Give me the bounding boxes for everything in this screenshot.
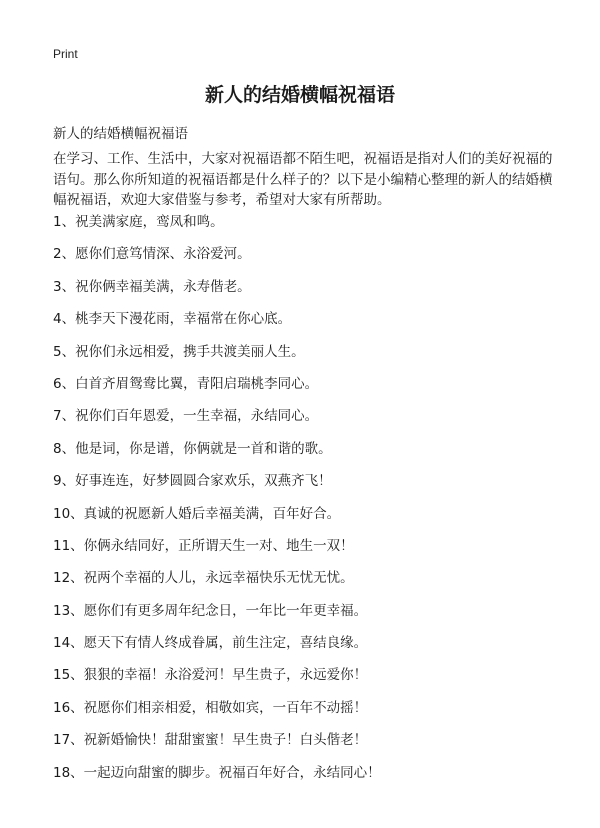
list-item: 6、白首齐眉鸳鸯比翼，青阳启瑞桃李同心。	[53, 375, 319, 392]
list-item: 17、祝新婚愉快！甜甜蜜蜜！早生贵子！白头偕老！	[53, 732, 368, 749]
list-item: 3、祝你俩幸福美满，永寿偕老。	[53, 278, 251, 295]
list-item: 11、你俩永结同好，正所谓天生一对、地生一双！	[53, 537, 354, 554]
list-item: 10、真诚的祝愿新人婚后幸福美满，百年好合。	[53, 505, 341, 522]
document-subtitle: 新人的结婚横幅祝福语	[53, 126, 188, 142]
list-item: 8、他是词，你是谱，你俩就是一首和谐的歌。	[53, 440, 332, 457]
list-item: 2、愿你们意笃情深、永浴爱河。	[53, 246, 251, 263]
list-item: 5、祝你们永远相爱，携手共渡美丽人生。	[53, 343, 305, 360]
list-item: 7、祝你们百年恩爱，一生幸福，永结同心。	[53, 408, 319, 425]
list-item: 12、祝两个幸福的人儿，永远幸福快乐无忧无忧。	[53, 570, 354, 587]
list-item: 9、好事连连，好梦圆圆合家欢乐，双燕齐飞！	[53, 473, 332, 490]
list-item: 13、愿你们有更多周年纪念日，一年比一年更幸福。	[53, 602, 368, 619]
list-item: 15、狠狠的幸福！永浴爱河！早生贵子，永远爱你！	[53, 667, 368, 684]
list-item: 1、祝美满家庭，鸾凤和鸣。	[53, 214, 224, 230]
list-item: 14、愿天下有情人终成眷属，前生注定，喜结良缘。	[53, 635, 368, 652]
list-item: 4、桃李天下漫花雨，幸福常在你心底。	[53, 311, 292, 328]
list-item: 18、一起迈向甜蜜的脚步。祝福百年好合，永结同心！	[53, 764, 381, 781]
list-item: 16、祝愿你们相亲相爱，相敬如宾，一百年不动摇！	[53, 699, 368, 716]
greeting-list	[53, 213, 563, 796]
intro-paragraph: 在学习、工作、生活中，大家对祝福语都不陌生吧，祝福语是指对人们的美好祝福的语句。那么你所知道的祝福语都是什么样子的？以下是小编精心整理的新人的结婚横幅祝福语，欢迎大家借鉴与参考，希望对大家有所帮助。	[53, 151, 553, 208]
page-title: 新人的结婚横幅祝福语	[204, 84, 395, 106]
print-link[interactable]: Print	[53, 47, 78, 61]
